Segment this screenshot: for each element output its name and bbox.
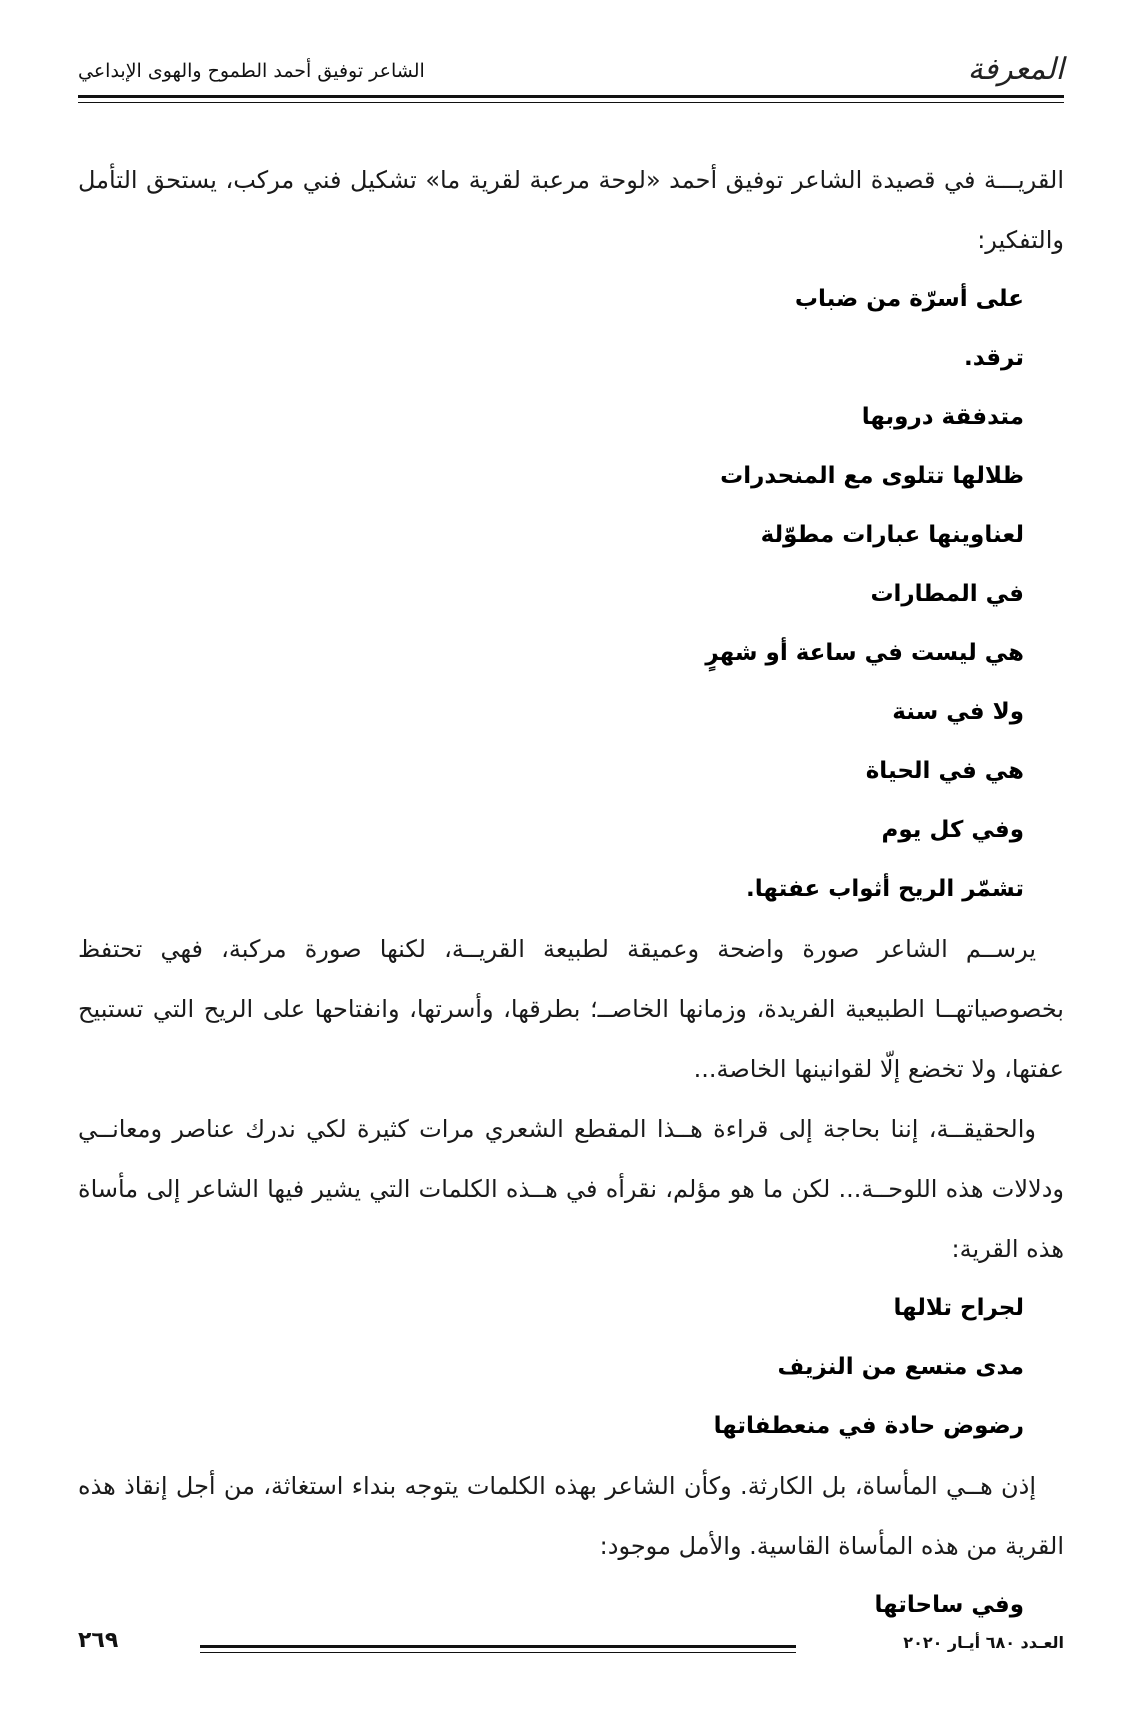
verse-block-2	[78, 1279, 1064, 1456]
footer-rule-thick	[200, 1645, 796, 1648]
footer-rule-thin	[200, 1652, 796, 1653]
verse-line: لجراح تلالها	[893, 1295, 1024, 1321]
verse-block-1	[78, 270, 1064, 919]
journal-logo: المعرفة	[967, 52, 1064, 87]
paragraph-commentary-2: والحقيقــة، إننا بحاجة إلى قراءة هــذا المقطع الشعري مرات كثيرة لكي ندرك عناصر ومعانــي ودلالات هذه اللوحــة... لكن ما هو مؤلم، نقرأه في هــذه الكلمات التي يشير فيها الشاعر إلى مأساة هذه القرية:	[78, 1115, 1064, 1263]
verse-line: مدى متسع من النزيف	[777, 1354, 1024, 1380]
verse-block-3	[78, 1576, 1064, 1635]
running-header	[78, 50, 1064, 94]
header-rule-thick	[78, 95, 1064, 98]
verse-line: ولا في سنة	[892, 699, 1024, 725]
verse-line: رضوض حادة في منعطفاتها	[713, 1413, 1024, 1439]
header-rule-thin	[78, 102, 1064, 103]
verse-line: ظلالها تتلوى مع المنحدرات	[720, 463, 1024, 489]
verse-line: هي في الحياة	[865, 758, 1024, 784]
article-running-title: الشاعر توفيق أحمد الطموح والهوى الإبداعي	[78, 60, 425, 82]
paragraph-intro: القريـــة في قصيدة الشاعر توفيق أحمد «لوحة مرعبة لقرية ما» تشكيل فني مركب، يستحق التأمل والتفكير:	[78, 166, 1064, 254]
verse-line: على أسرّة من ضباب	[794, 286, 1024, 312]
verse-line: وفي ساحاتها	[874, 1592, 1024, 1618]
page-number: ٢٦٩	[78, 1628, 119, 1653]
article-body	[78, 150, 1064, 1635]
verse-line: متدفقة دروبها	[861, 404, 1024, 430]
verse-line: ترقد.	[963, 345, 1024, 371]
issue-info: العـدد ٦٨٠ أيـار ٢٠٢٠	[903, 1633, 1064, 1652]
verse-line: في المطارات	[870, 581, 1024, 607]
verse-line: لعناوينها عبارات مطوّلة	[760, 522, 1024, 548]
verse-line: هي ليست في ساعة أو شهرٍ	[705, 640, 1024, 666]
verse-line: وفي كل يوم	[881, 817, 1024, 843]
verse-line: تشمّر الريح أثواب عفتها.	[746, 876, 1024, 902]
paragraph-commentary-3: إذن هــي المأساة، بل الكارثة. وكأن الشاعر بهذه الكلمات يتوجه بنداء استغاثة، من أجل إنقاذ هذه القرية من هذه المأساة القاسية. والأمل موجود:	[78, 1472, 1064, 1560]
paragraph-commentary-1: يرســم الشاعر صورة واضحة وعميقة لطبيعة القريــة، لكنها صورة مركبة، فهي تحتفظ بخصوصياتهــا الطبيعية الفريدة، وزمانها الخاصــ؛ بطرقها، وأسرتها، وانفتاحها على الريح التي تستبيح عفتها، ولا تخضع إلّا لقوانينها الخاصة...	[78, 935, 1064, 1083]
